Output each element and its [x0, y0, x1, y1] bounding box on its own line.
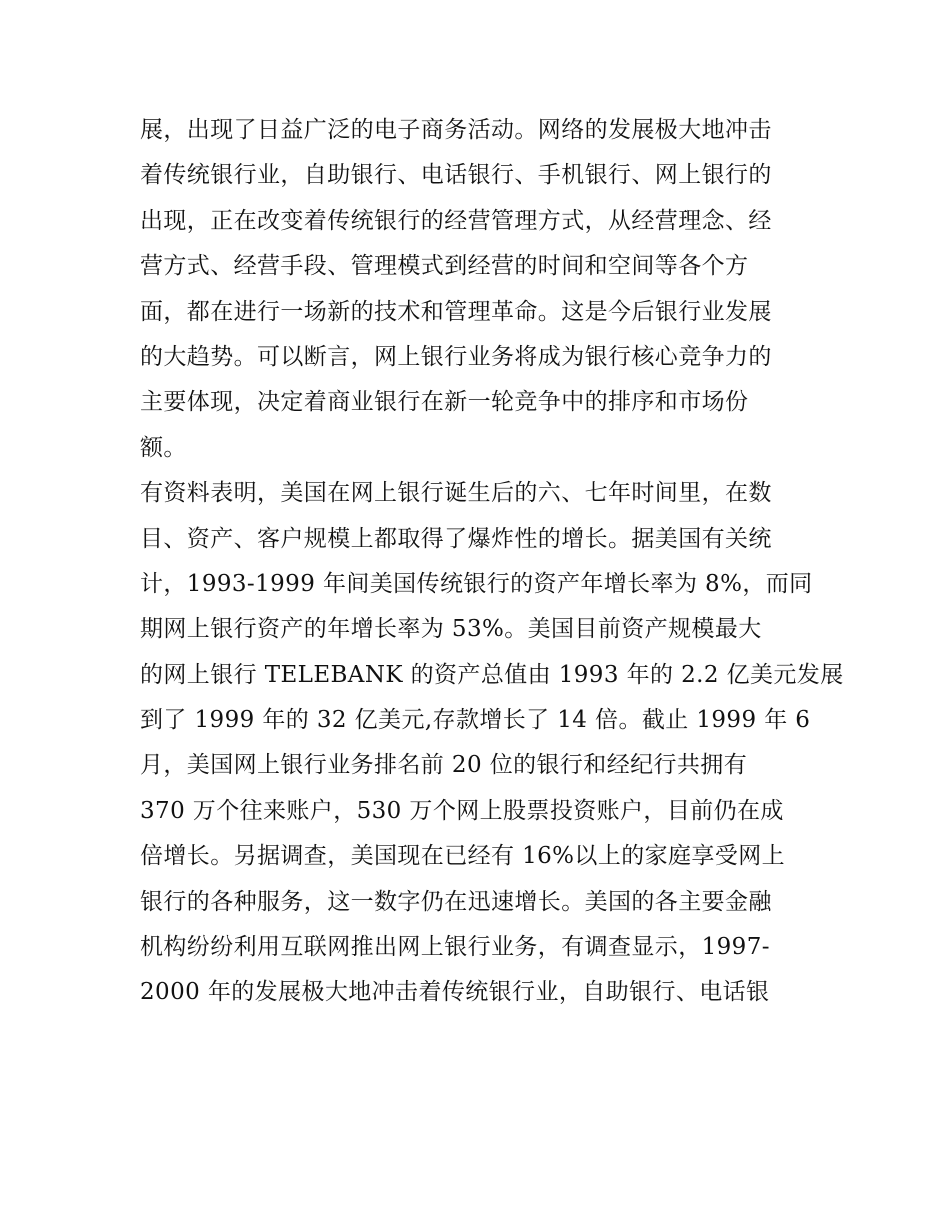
text-line: 有资料表明，美国在网上银行诞生后的六、七年时间里，在数	[140, 480, 772, 507]
text-line: 主要体现，决定着商业银行在新一轮竞争中的排序和市场份	[140, 389, 749, 416]
text-line: 额。	[140, 434, 187, 461]
text-line: 2000 年的发展极大地冲击着传统银行业，自助银行、电话银	[140, 979, 770, 1006]
text-line: 到了 1999 年的 32 亿美元,存款增长了 14 倍。截止 1999 年 6	[140, 707, 811, 734]
text-line: 月，美国网上银行业务排名前 20 位的银行和经纪行共拥有	[140, 752, 748, 779]
text-line: 期网上银行资产的年增长率为 53%。美国目前资产规模最大	[140, 616, 762, 643]
text-line: 计，1993-1999 年间美国传统银行的资产年增长率为 8%，而同	[140, 570, 813, 597]
text-line: 机构纷纷利用互联网推出网上银行业务，有调查显示，1997-	[140, 934, 770, 961]
text-line: 展，出现了日益广泛的电子商务活动。网络的发展极大地冲击	[140, 117, 772, 143]
text-line: 银行的各种服务，这一数字仍在迅速增长。美国的各主要金融	[140, 888, 772, 915]
text-line: 出现，正在改变着传统银行的经营管理方式，从经营理念、经	[140, 207, 772, 234]
paragraph-2	[140, 471, 844, 1016]
text-line: 着传统银行业，自助银行、电话银行、手机银行、网上银行的	[140, 162, 772, 189]
text-line: 的网上银行 TELEBANK 的资产总值由 1993 年的 2.2 亿美元发展	[140, 661, 844, 688]
text-line: 目、资产、客户规模上都取得了爆炸性的增长。据美国有关统	[140, 525, 772, 552]
text-line: 营方式、经营手段、管理模式到经营的时间和空间等各个方	[140, 253, 749, 280]
text-line: 面，都在进行一场新的技术和管理革命。这是今后银行业发展	[140, 298, 772, 325]
text-line: 倍增长。另据调查，美国现在已经有 16%以上的家庭享受网上	[140, 843, 786, 870]
body-text	[140, 108, 844, 1016]
paragraph-1	[140, 108, 820, 471]
text-line: 370 万个往来账户，530 万个网上股票投资账户，目前仍在成	[140, 797, 784, 824]
text-line: 的大趋势。可以断言，网上银行业务将成为银行核心竞争力的	[140, 343, 772, 370]
